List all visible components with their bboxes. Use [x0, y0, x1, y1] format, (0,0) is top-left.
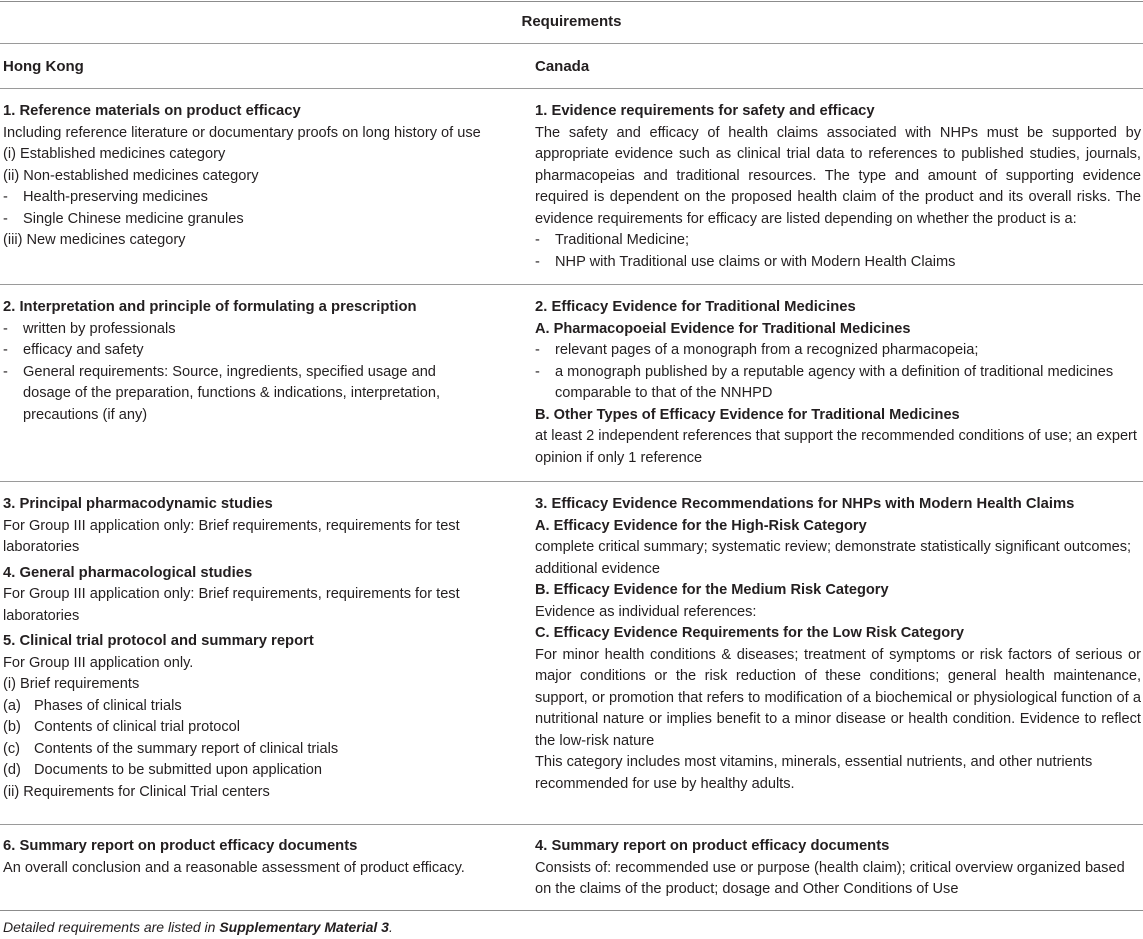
row2-right-text-b: at least 2 independent references that support the recommended conditions of use; an expert opinion if only 1 reference	[535, 428, 1137, 466]
row2-left-heading: 2. Interpretation and principle of formulating a prescription	[3, 299, 417, 315]
row2-right-heading: 2. Efficacy Evidence for Traditional Medicines	[535, 299, 856, 315]
row3-left-text-4: For Group III application only: Brief requirements, requirements for test laboratories	[3, 586, 460, 624]
list-item: - Health-preserving medicines	[3, 187, 483, 209]
list-item: (d) Documents to be submitted upon application	[3, 762, 322, 778]
dash-mark: -	[535, 342, 540, 358]
table-title: Requirements	[521, 13, 622, 30]
row3-right-sub-a: A. Efficacy Evidence for the High-Risk Category	[535, 517, 867, 534]
dash-mark: -	[3, 342, 8, 358]
list-item: (a) Phases of clinical trials	[3, 697, 182, 714]
bottom-rule	[0, 910, 1143, 911]
row3-left-heading-3: 3. Principal pharmacodynamic studies	[3, 496, 273, 512]
row4-right-text: Consists of: recommended use or purpose (health claim); critical overview organized based on the claims of the product; dosage and Other Conditions of Use	[535, 859, 1125, 897]
dash-mark: -	[535, 363, 540, 380]
row4-right-heading: 4. Summary report on product efficacy documents	[535, 838, 890, 854]
row3-canada-cell	[535, 494, 1141, 795]
row1-rule	[0, 284, 1143, 285]
row1-canada-cell	[535, 101, 1141, 273]
row3-right-sub-c: C. Efficacy Evidence Requirements for the Low Risk Category	[535, 625, 965, 641]
row4-left-text: An overall conclusion and a reasonable assessment of product efficacy.	[3, 859, 465, 876]
row2-right-sub-a: A. Pharmacopoeial Evidence for Traditional Medicines	[535, 320, 911, 337]
list-item: (b) Contents of clinical trial protocol	[3, 719, 241, 735]
row2-hong-kong-cell	[3, 297, 483, 426]
row3-right-text-a: complete critical summary; systematic review; demonstrate statistically significant outcomes; additional evidence	[535, 539, 1132, 577]
list-item: - Single Chinese medicine granules	[3, 209, 483, 231]
row3-right-heading: 3. Efficacy Evidence Recommendations for NHPs with Modern Health Claims	[535, 496, 1075, 512]
dash-mark: -	[3, 210, 8, 227]
dash-mark: -	[3, 320, 8, 337]
row3-right-text-b: Evidence as individual references:	[535, 603, 757, 620]
supplementary-material-link[interactable]: Supplementary Material 3	[219, 919, 389, 935]
row1-hong-kong-cell	[3, 101, 483, 252]
row3-rule	[0, 824, 1143, 825]
row1-left-heading: 1. Reference materials on product efficacy	[3, 103, 301, 119]
column-header-canada: Canada	[535, 58, 590, 75]
list-item: - a monograph published by a reputable agency with a definition of traditional medicines comparable to that of the NNHPD	[535, 362, 1141, 405]
row1-left-intro: Including reference literature or documentary proofs on long history of use	[3, 124, 481, 141]
table-footnote: Detailed requirements are listed in Supplementary Material 3.	[3, 919, 393, 935]
list-item: (c) Contents of the summary report of clinical trials	[3, 740, 339, 757]
title-rule	[0, 43, 1143, 44]
row3-left-text-5: For Group III application only.	[3, 654, 194, 671]
list-item: - efficacy and safety	[3, 340, 483, 362]
row3-left-text-3: For Group III application only: Brief requirements, requirements for test laboratories	[3, 517, 460, 555]
row3-right-text-c2: This category includes most vitamins, minerals, essential nutrients, and other nutrients recommended for use by healthy adults.	[535, 754, 1093, 792]
dash-mark: -	[535, 232, 540, 248]
row2-rule	[0, 481, 1143, 482]
list-item: - Traditional Medicine;	[535, 230, 1141, 252]
row4-hong-kong-cell	[3, 836, 483, 879]
row1-right-heading: 1. Evidence requirements for safety and efficacy	[535, 103, 875, 119]
column-header-hong-kong: Hong Kong	[3, 58, 84, 75]
dash-mark: -	[535, 253, 540, 270]
row3-left-heading-4: 4. General pharmacological studies	[3, 564, 253, 581]
list-item: (ii) Non-established medicines category	[3, 167, 259, 184]
list-item: - relevant pages of a monograph from a recognized pharmacopeia;	[535, 340, 1141, 362]
row4-canada-cell	[535, 836, 1141, 901]
row3-right-text-c: For minor health conditions & diseases; treatment of symptoms or risk factors of serious or major conditions or the risk reduction of these conditions; general health maintenance, support, or promotion that refers to modification of a biochemical or physiological function of a nutritional nature or implies benefit to a minor disease or health condition. Evidence to reflect the low-risk nature	[535, 646, 1141, 749]
list-item: (i) Brief requirements	[3, 676, 140, 692]
list-item: - NHP with Traditional use claims or with Modern Health Claims	[535, 252, 1141, 274]
row3-right-sub-b: B. Efficacy Evidence for the Medium Risk Category	[535, 582, 889, 598]
dash-mark: -	[3, 189, 8, 205]
row2-right-sub-b: B. Other Types of Efficacy Evidence for Traditional Medicines	[535, 406, 960, 423]
dash-mark: -	[3, 363, 8, 380]
row1-right-text: The safety and efficacy of health claims associated with NHPs must be supported by appropriate evidence such as clinical trial data to references to published studies, journals, pharmacopeias and traditional resources. The type and amount of supporting evidence required is dependent on the proposed health claim of the product and its overall risks. The evidence requirements for efficacy are listed depending on whether the product is a:	[535, 124, 1141, 227]
header-rule	[0, 88, 1143, 89]
row4-left-heading: 6. Summary report on product efficacy documents	[3, 838, 358, 854]
row2-canada-cell	[535, 297, 1141, 469]
list-item: (i) Established medicines category	[3, 146, 226, 162]
top-rule	[0, 1, 1143, 2]
row3-hong-kong-cell	[3, 494, 483, 803]
list-item: - written by professionals	[3, 319, 483, 341]
list-item: - General requirements: Source, ingredients, specified usage and dosage of the preparation, functions & indications, interpretation, precautions (if any)	[3, 362, 483, 427]
list-item: (iii) New medicines category	[3, 232, 186, 248]
row3-left-heading-5: 5. Clinical trial protocol and summary report	[3, 633, 314, 649]
list-item: (ii) Requirements for Clinical Trial centers	[3, 783, 270, 800]
